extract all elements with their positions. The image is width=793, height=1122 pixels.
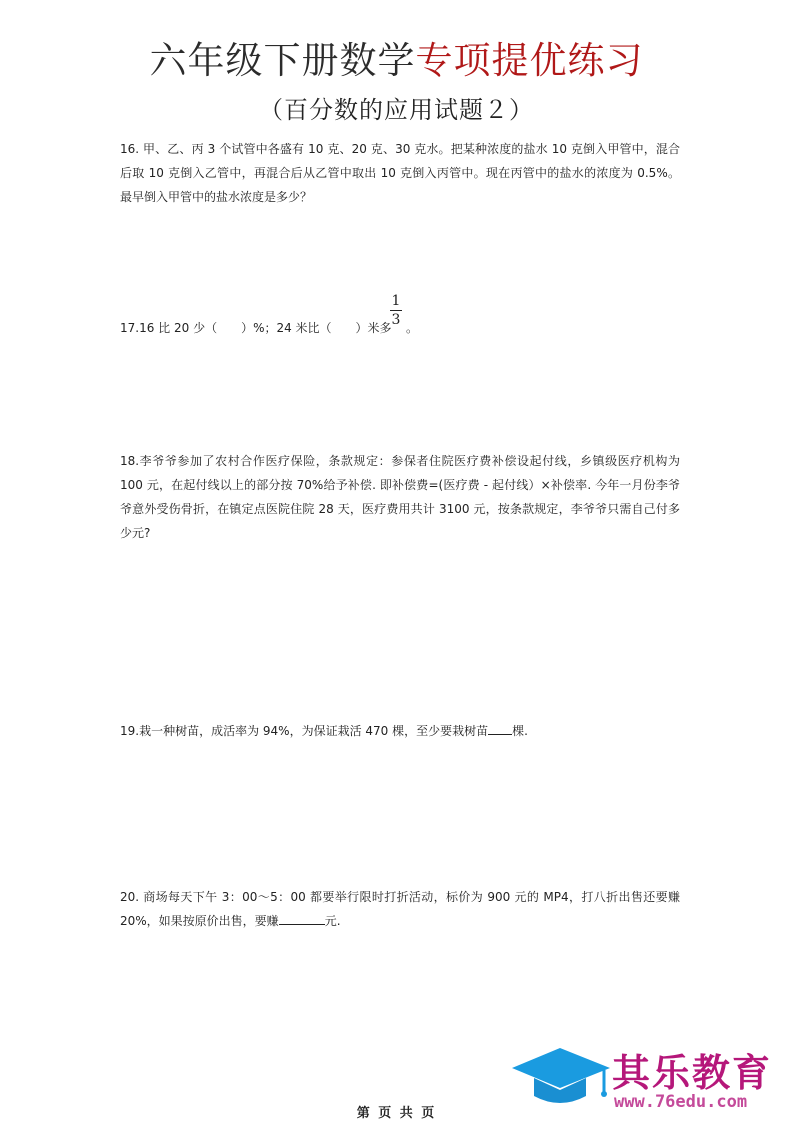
- answer-blank-20[interactable]: [279, 910, 325, 925]
- graduation-cap-icon: [510, 1046, 614, 1110]
- title-grade: 六年级下册数学: [149, 39, 416, 82]
- question-20-text: 20. 商场每天下午 3：00～5：00 都要举行限时打折活动，标价为 900 元的 MP4，打八折出售还要赚 20%，如果按原价出售，要赚: [120, 890, 680, 928]
- page-footer: 第 页 共 页: [356, 1106, 437, 1121]
- fraction-denominator: 3: [391, 312, 401, 328]
- question-17-end: 。: [406, 321, 419, 335]
- question-19-text: 19.栽一种树苗，成活率为 94%，为保证栽活 470 棵，至少要栽树苗: [120, 724, 489, 738]
- answer-blank-19[interactable]: [488, 720, 512, 735]
- question-19: [120, 719, 680, 743]
- page-title: [0, 30, 793, 84]
- question-20: [120, 885, 680, 933]
- fraction-numerator: 1: [391, 293, 401, 309]
- page-subtitle: （百分数的应用试题２）: [259, 96, 534, 124]
- question-16: 16. 甲、乙、丙 3 个试管中各盛有 10 克、20 克、30 克水。把某种浓度的盐水 10 克倒入甲管中，混合后取 10 克倒入乙管中，再混合后从乙管中取出 10 克倒入丙管中。现在丙管中的盐水的浓度为 0.5%。最早倒入甲管中的盐水浓度是多少？: [120, 142, 680, 204]
- logo-url: www.76edu.com: [614, 1092, 748, 1112]
- logo-name: 其乐教育: [612, 1051, 773, 1095]
- question-19-unit: 棵.: [512, 724, 528, 738]
- title-topic: 专项提优练习: [415, 39, 644, 82]
- fraction-bar: [390, 310, 402, 311]
- question-17-text: 17.16 比 20 少（ ）%；24 米比（ ）米多: [120, 321, 392, 335]
- question-20-unit: 元.: [324, 914, 341, 928]
- question-18: 18.李爷爷参加了农村合作医疗保险，条款规定：参保者住院医疗费补偿设起付线，乡镇级医疗机构为 100 元，在起付线以上的部分按 70%给予补偿. 即补偿费=(医疗费 - 起付线）×补偿率. 今年一月份李爷爷意外受伤骨折，在镇定点医院住院 28 天，医疗费用共计 3100 元，按条款规定，李爷爷只需自己付多少元?: [120, 454, 680, 540]
- fraction-one-third: [390, 293, 402, 328]
